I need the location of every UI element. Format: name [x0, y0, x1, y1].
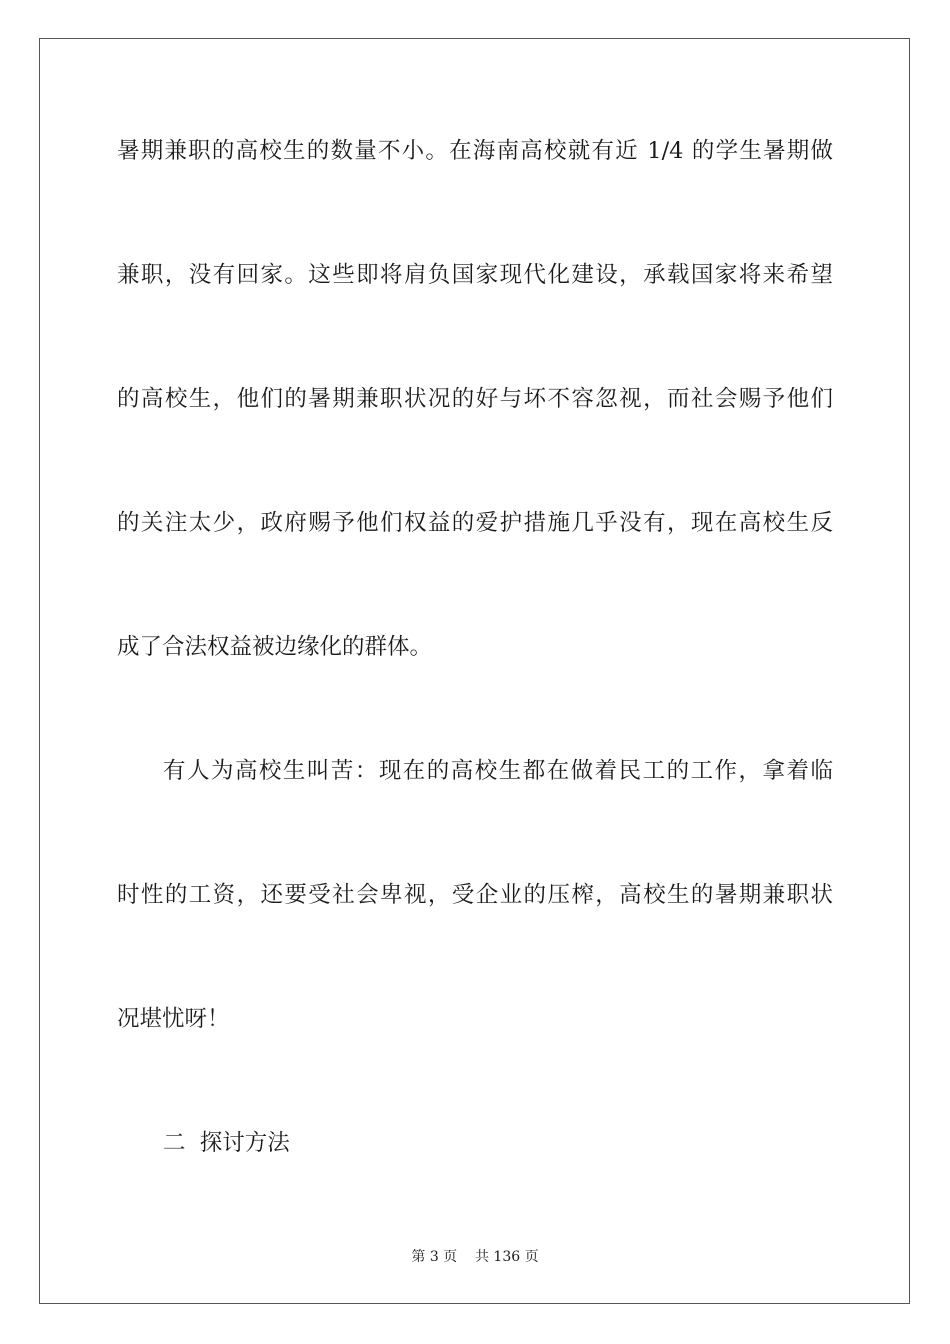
paragraph-1-line-2: 兼职，没有回家。这些即将肩负国家现代化建设，承载国家将来希望 [117, 262, 833, 288]
page-number-footer: 第 3 页 共 136 页 [411, 1249, 539, 1265]
paragraph-1-line-3: 的高校生，他们的暑期兼职状况的好与坏不容忽视，而社会赐予他们 [117, 386, 833, 412]
page-border [39, 38, 910, 1304]
paragraph-1-line-1: 暑期兼职的高校生的数量不小。在海南高校就有近 1/4 的学生暑期做 [117, 138, 833, 164]
section-heading: 二 探讨方法 [163, 1130, 290, 1156]
paragraph-2-line-1: 有人为高校生叫苦：现在的高校生都在做着民工的工作，拿着临 [163, 758, 833, 784]
paragraph-2-line-3: 况堪忧呀！ [117, 1006, 230, 1032]
paragraph-1-line-4: 的关注太少，政府赐予他们权益的爱护措施几乎没有，现在高校生反 [117, 510, 833, 536]
paragraph-2-line-2: 时性的工资，还要受社会卑视，受企业的压榨，高校生的暑期兼职状 [117, 882, 833, 908]
paragraph-1-line-5: 成了合法权益被边缘化的群体。 [117, 634, 433, 660]
